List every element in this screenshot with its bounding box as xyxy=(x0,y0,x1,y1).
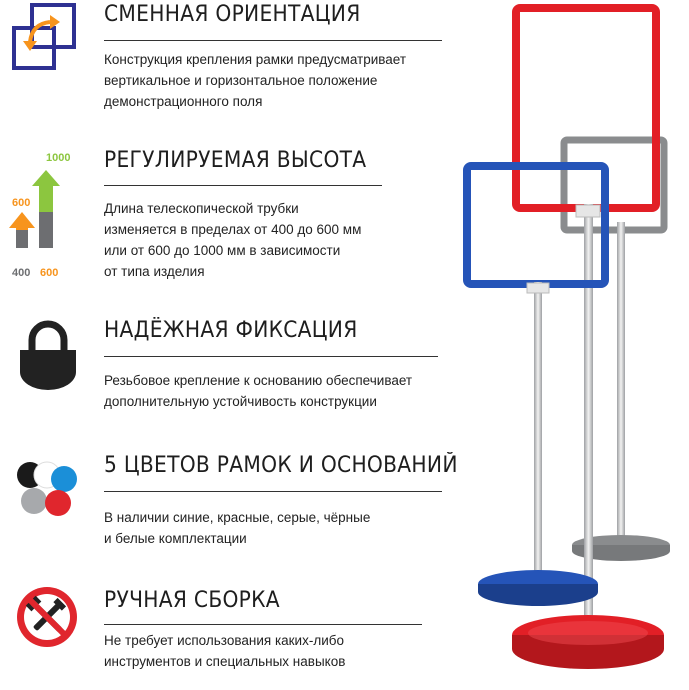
divider xyxy=(104,185,382,186)
feature-colors xyxy=(0,445,458,555)
padlock-icon xyxy=(18,320,78,390)
divider xyxy=(104,491,442,492)
feature-orientation xyxy=(0,0,450,130)
feature-title: НАДЁЖНАЯ ФИКСАЦИЯ xyxy=(104,318,358,343)
label-1000: 1000 xyxy=(46,152,71,164)
label-600-top: 600 xyxy=(12,197,31,209)
label-600-bottom: 600 xyxy=(40,267,59,279)
feature-assembly xyxy=(0,578,450,688)
height-arrows-icon xyxy=(8,144,88,279)
orientation-frames-icon xyxy=(10,2,80,77)
label-400: 400 xyxy=(12,267,31,279)
feature-description: Длина телескопической трубки изменяется в пределах от 400 до 600 мм или от 600 до 1000 мм в зависимости от типа изделия xyxy=(104,201,362,279)
feature-height xyxy=(0,140,450,290)
feature-description: Резьбовое крепление к основанию обеспечивает дополнительную устойчивость конструкции xyxy=(104,373,413,409)
feature-description: Конструкция крепления рамки предусматривает вертикальное и горизонтальное положение демонстрационного поля xyxy=(104,52,407,109)
divider xyxy=(104,40,442,41)
feature-description: Не требует использования каких-либо инструментов и специальных навыков xyxy=(104,633,346,669)
feature-title: 5 ЦВЕТОВ РАМОК И ОСНОВАНИЙ xyxy=(104,453,458,478)
divider xyxy=(104,624,422,625)
feature-fixation xyxy=(0,312,450,422)
feature-title: РУЧНАЯ СБОРКА xyxy=(104,588,280,613)
feature-description: В наличии синие, красные, серые, чёрные и белые комплектации xyxy=(104,510,371,546)
feature-title: СМЕННАЯ ОРИЕНТАЦИЯ xyxy=(104,2,361,27)
frame-stands-illustration xyxy=(450,0,689,690)
color-circles-icon xyxy=(14,459,80,525)
feature-title: РЕГУЛИРУЕМАЯ ВЫСОТА xyxy=(104,148,367,173)
divider xyxy=(104,356,438,357)
no-tools-icon xyxy=(14,584,80,650)
